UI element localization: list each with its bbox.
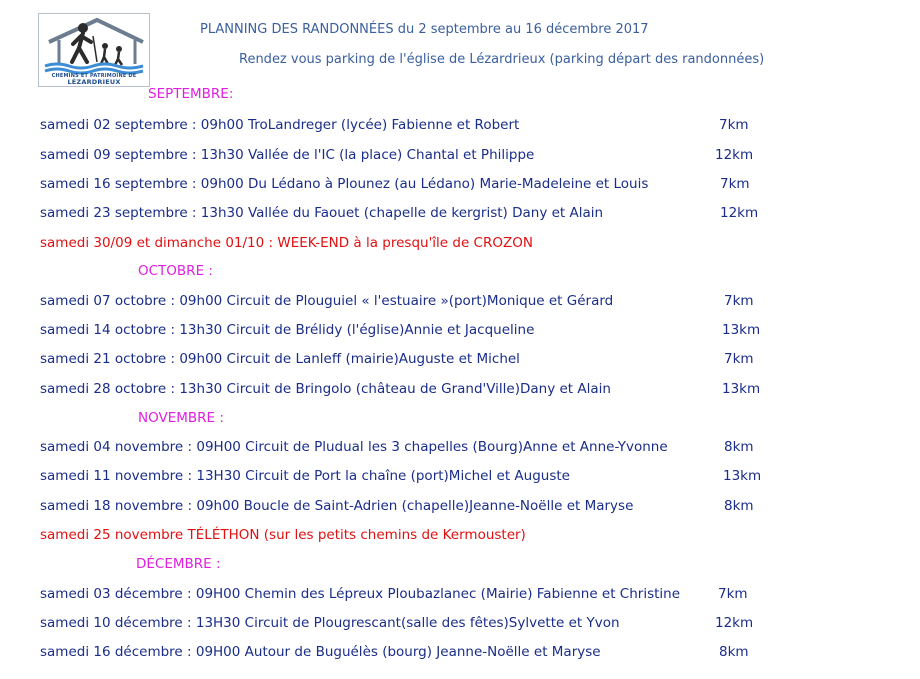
hike-row: samedi 10 décembre : 13H30 Circuit de Plougrescant(salle des fêtes)Sylvette et Yvon [40,615,620,631]
hike-row: samedi 09 septembre : 13h30 Vallée de l'IC (la place) Chantal et Philippe [40,147,535,163]
month-heading-novembre: NOVEMBRE : [138,410,224,426]
hike-row: samedi 11 novembre : 13H30 Circuit de Port la chaîne (port)Michel et Auguste [40,468,570,484]
month-heading-septembre: SEPTEMBRE: [148,86,234,102]
hike-row: samedi 04 novembre : 09H00 Circuit de Pludual les 3 chapelles (Bourg)Anne et Anne-Yvonne [40,439,668,455]
hike-row: samedi 03 décembre : 09H00 Chemin des Lépreux Ploubazlanec (Mairie) Fabienne et Christine [40,586,681,602]
logo-caption [40,73,148,85]
hike-distance: 12km [715,147,754,163]
hike-row: samedi 07 octobre : 09h00 Circuit de Plouguiel « l'estuaire »(port)Monique et Gérard [40,293,614,309]
month-heading-decembre: DÉCEMBRE : [136,556,221,572]
hike-row: samedi 14 octobre : 13h30 Circuit de Brélidy (l'église)Annie et Jacqueline [40,322,535,338]
hike-row: samedi 18 novembre : 09h00 Boucle de Saint-Adrien (chapelle)Jeanne-Noëlle et Maryse [40,498,634,514]
hike-distance: 7km [720,176,750,192]
page-title: PLANNING DES RANDONNÉES du 2 septembre au 16 décembre 2017 [200,22,649,37]
hike-distance: 12km [720,205,759,221]
hike-row: samedi 02 septembre : 09h00 TroLandreger (lycée) Fabienne et Robert [40,117,520,133]
hike-distance: 13km [723,468,762,484]
hike-row: samedi 28 octobre : 13h30 Circuit de Bringolo (château de Grand'Ville)Dany et Alain [40,381,611,397]
hike-row: samedi 23 septembre : 13h30 Vallée du Faouet (chapelle de kergrist) Dany et Alain [40,205,604,221]
special-event-row: samedi 30/09 et dimanche 01/10 : WEEK-END à la presqu'île de CROZON [40,235,533,251]
page-subtitle: Rendez vous parking de l'église de Lézardrieux (parking départ des randonnées) [239,52,765,67]
hike-distance: 13km [722,381,761,397]
hike-row: samedi 16 décembre : 09H00 Autour de Buguélès (bourg) Jeanne-Noëlle et Maryse [40,644,601,660]
hike-distance: 7km [724,351,754,367]
hike-distance: 7km [718,586,748,602]
logo-line-1: CHEMINS ET PATRIMOINE DE [51,73,137,79]
month-heading-octobre: OCTOBRE : [138,263,213,279]
association-logo [38,13,150,87]
hike-distance: 8km [719,644,749,660]
hike-distance: 13km [722,322,761,338]
hike-distance: 12km [715,615,754,631]
hike-row: samedi 21 octobre : 09h00 Circuit de Lanleff (mairie)Auguste et Michel [40,351,520,367]
hike-distance: 8km [724,439,754,455]
special-event-row: samedi 25 novembre TÉLÉTHON (sur les petits chemins de Kermouster) [40,527,526,543]
logo-line-2: LÉZARDRIEUX [67,78,121,86]
hike-distance: 7km [724,293,754,309]
hike-distance: 7km [719,117,749,133]
hike-distance: 8km [724,498,754,514]
hike-row: samedi 16 septembre : 09h00 Du Lédano à Plounez (au Lédano) Marie-Madeleine et Louis [40,176,649,192]
